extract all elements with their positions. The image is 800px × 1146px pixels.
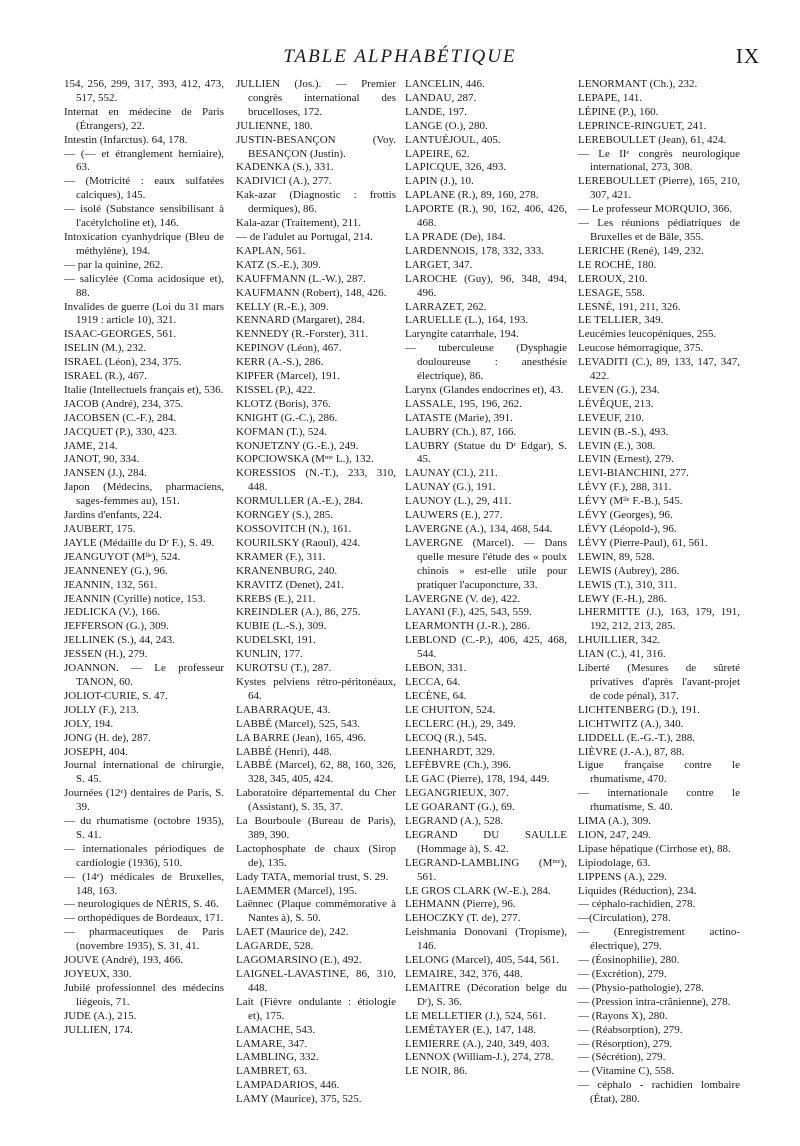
index-entry: Intestin (Infarctus). 64, 178. [64,133,188,146]
index-entry: JEDLICKA (V.), 166. [64,606,161,619]
index-entry: KENNARD (Margaret), 284. [236,314,365,327]
index-entry: LENNOX (William-J.), 274, 278. [405,1051,554,1064]
index-entry: LA BARRE (Jean), 165, 496. [236,731,366,744]
index-entry: LEGRAND-LAMBLING (Mᵐᵉ), 561. [405,856,567,883]
index-entry: Liquides (Réduction), 234. [578,884,697,897]
index-entry: — (Réabsorption), 279. [578,1023,683,1036]
index-entry: LAPIN (J.), 10. [405,175,474,188]
index-entry: LAMBRET, 63. [236,1065,307,1078]
index-entry: JULLIEN, 174. [64,1023,133,1036]
index-entry: Internat en médecine de Paris (Étrangers), 22. [64,105,224,132]
index-entry: LEMAIRE, 342, 376, 448. [405,968,523,980]
index-entry: ISRAEL (Léon), 234, 375. [64,356,182,369]
index-entry: LÉVÊQUE, 213. [578,397,654,410]
index-entry: LATASTE (Marie), 391. [405,411,513,424]
index-entry: LEGRAND (A.), 528. [405,815,504,828]
index-entry: KAUFFMANN (L.-W.), 287. [236,272,366,285]
index-entry: KOFMAN (T.), 524. [236,425,328,438]
index-entry: LEVIN (Ernest), 279. [578,453,674,466]
index-entry: ISRAEL (R.), 467. [64,370,148,383]
index-entry: JONG (H. de), 287. [64,731,151,744]
index-entry: JAUBERT, 175. [64,523,136,535]
index-entry: LAGARDE, 528. [236,940,314,953]
index-entry: LARGET, 347. [405,258,473,271]
index-entry: LEREBOULLET (Jean), 61, 424. [578,133,727,146]
index-entry: LEVADITI (C.), 89, 133, 147, 347, 422. [578,356,740,383]
index-entry: — par la quinine, 262. [64,258,163,271]
index-entry: LAMY (Maurice), 375, 525. [236,1093,362,1106]
index-entry: KORMULLER (A.-E.), 284. [236,495,364,508]
index-entry: LEREBOULLET (Pierre), 165, 210, 307, 421. [578,175,740,202]
index-entry: JOSEPH, 404. [64,745,128,758]
index-entry: LE NOIR, 86. [405,1065,468,1078]
index-entry: LE CHUITON, 524. [405,703,496,716]
index-entry: Laryngite catarrhale, 194. [405,328,519,341]
index-entry: LABARRAQUE, 43. [236,703,331,716]
index-entry: JUSTIN-BESANÇON (Voy. BESANÇON (Justin). [236,133,396,160]
index-entry: LASSALE, 195, 196, 262. [405,397,523,410]
index-entry: LICHTENBERG (D.), 191. [578,703,700,716]
index-entry: JEANGUYOT (Mˡˡᵉ), 524. [64,550,181,563]
index-entry: JEANNIN (Cyrille) notice, 153. [64,592,206,605]
index-entry: LEWIS (T.), 310, 311. [578,578,677,591]
index-entry: Journal international de chirurgie, S. 45. [64,759,224,786]
index-entry: LAMPADARIOS, 446. [236,1079,340,1092]
index-entry: LÉVY (Léopold-), 96. [578,523,677,535]
index-entry: LANTUÉJOUL, 405. [405,133,501,146]
index-entry: LABBÉ (Marcel), 525, 543. [236,717,361,730]
index-entry: KORNGEY (S.), 285. [236,509,334,522]
index-entry: LE GROS CLARK (W.-E.), 284. [405,884,551,897]
index-entry: JELLINEK (S.), 44, 243. [64,634,175,647]
index-entry: Lipiodolage, 63. [578,856,651,869]
index-entry: LEFÈBVRE (Ch.), 396. [405,759,512,772]
index-entry: LEENHARDT, 329. [405,745,495,758]
index-entry: LAYANI (F.), 425, 543, 559. [405,606,532,619]
index-entry: KRAMER (F.), 311. [236,550,326,563]
index-entry: — pharmaceutiques de Paris (novembre 1935), S. 31, 41. [64,926,224,953]
index-entry: LEROUX, 210. [578,272,648,285]
index-entry: KAPLAN, 561. [236,244,306,257]
index-entry: LEMÉTAYER (E.), 147, 148. [405,1023,537,1036]
index-entry: La Bourboule (Bureau de Paris), 389, 390. [236,815,396,841]
index-entry: — salicylée (Coma acidosique et), 88. [64,272,224,299]
index-entry: Lady TATA, memorial trust, S. 29. [236,870,389,883]
index-entry: LAROCHE (Guy), 96, 348, 494, 496. [405,272,567,299]
index-entry: LAET (Maurice de), 242. [236,926,349,939]
index-entry: —(Circulation), 278. [578,912,671,925]
index-entry: LAUNOY (L.), 29, 411. [405,495,512,508]
index-entry: Leishmania Donovani (Tropisme), 146. [405,926,567,953]
index-entry: LEPRINCE-RINGUET, 241. [578,119,707,132]
index-entry: JULIENNE, 180. [236,119,313,132]
index-entry: — céphalo - rachidien lombaire (État), 280. [578,1079,740,1106]
index-entry: LAUWERS (E.), 277. [405,509,503,522]
index-entry: Liberté (Mesures de sûreté privatives d'après l'avant-projet de code pénal), 317. [578,662,740,702]
index-entry: KERR (A.-S.), 286. [236,356,324,369]
index-entry: LAVERGNE (Marcel). — Dans quelle mesure l'étude des « poulx chinois » est-elle utile pour pratiquer l'acuponcture, 33. [405,536,567,591]
index-entry: LAVERGNE (A.), 134, 468, 544. [405,523,553,535]
index-entry: Larynx (Glandes endocrines et), 43. [405,383,564,396]
index-entry: KUDELSKI, 191. [236,634,316,647]
index-column-4 [578,78,740,1107]
index-entry: — (Résorption), 279. [578,1037,673,1050]
index-entry: LAUBRY (Statue du Dʳ Edgar), S. 45. [405,439,567,466]
index-entry: LECÈNE, 64. [405,689,467,702]
index-entry: Laboratoire départemental du Cher (Assistant), S. 35, 37. [236,787,396,814]
index-entry: — Le professeur MORQUIO, 366. [578,203,732,216]
index-entry: KELLY (R.-E.), 309. [236,300,329,313]
index-entry: LEVIN (E.), 308. [578,439,656,452]
index-entry: LAGOMARSINO (E.), 492. [236,954,362,967]
index-entry: LECLERC (H.), 29, 349. [405,717,516,730]
index-entry: KENNEDY (R.-Forster), 311. [236,328,369,341]
index-column-2 [236,78,396,1107]
index-entry: JOLY, 194. [64,717,114,730]
index-entry: LEHOCZKY (T. de), 277. [405,912,521,925]
index-entry: JOLIOT-CURIE, S. 47. [64,689,168,702]
index-entry: KUNLIN, 177. [236,648,303,661]
index-entry: — du rhumatisme (octobre 1935), S. 41. [64,815,224,841]
index-entry: JOYEUX, 330. [64,968,132,980]
index-entry: LHUILLIER, 342. [578,634,661,647]
index-entry: LANDAU, 287. [405,91,477,104]
index-entry: LEVIN (B.-S.), 493. [578,425,669,438]
index-entry: LANCELIN, 446. [405,78,485,90]
index-entry: LEGANGRIEUX, 307. [405,787,509,800]
index-entry: — tuberculeuse (Dysphagie douloureuse : anesthésie électrique), 86. [405,342,567,383]
index-entry: LANDE, 197. [405,105,468,118]
index-entry: LABBÉ (Henri), 448. [236,745,332,758]
index-entry: LAPLANE (R.), 89, 160, 278. [405,189,539,202]
index-entry: JANSEN (J.), 284. [64,467,147,480]
index-entry: LEMIERRE (A.), 240, 349, 403. [405,1037,550,1050]
index-entry: LAPORTE (R.), 90, 162, 406, 426, 468. [405,203,567,230]
index-entry: Ligue française contre le rhumatisme, 470. [578,759,740,786]
index-entry: — (Sécrétion), 279. [578,1051,666,1064]
index-entry: KREBS (E.), 211. [236,592,316,605]
index-entry: LEVI-BIANCHINI, 277. [578,467,689,480]
index-entry: ISAAC-GEORGES, 561. [64,328,177,341]
index-entry: 154, 256, 299, 317, 393, 412, 473, 517, 552. [64,78,224,104]
index-entry: LE TELLIER, 349. [578,314,664,327]
index-entry: LECOQ (R.), 545. [405,731,487,744]
index-entry: Kystes pelviens rétro-péritonéaux, 64. [236,675,396,702]
index-entry: — (Motricité : eaux sulfatées calciques), 145. [64,175,224,202]
index-entry: Jubilé professionnel des médecins liégeois, 71. [64,981,224,1008]
index-entry: LEHMANN (Pierre), 96. [405,898,516,911]
page-title: TABLE ALPHABÉTIQUE [283,46,517,67]
index-entry: JOANNON. — Le professeur TANON, 60. [64,662,224,688]
index-entry: LÉVY (F.), 288, 311. [578,481,672,494]
index-entry: KUROTSU (T.), 287. [236,662,332,675]
index-entry: LE ROCHÉ, 180. [578,258,657,271]
index-entry: Lactophosphate de chaux (Sirop de), 135. [236,842,396,869]
index-entry: Kala-azar (Traitement), 211. [236,217,362,230]
index-entry: Jardins d'enfants, 224. [64,509,162,522]
index-entry: — orthopédiques de Bordeaux, 171. [64,912,224,925]
index-entry: KADENKA (S.), 331. [236,161,334,174]
index-entry: KIPFER (Marcel), 191. [236,370,340,383]
index-entry: LIPPENS (A.), 229. [578,870,667,883]
index-entry: JAYLE (Médaille du Dʳ F.), S. 49. [64,536,215,549]
index-entry: — internationale contre le rhumatisme, S. 40. [578,787,740,814]
index-entry: LERICHE (René), 149, 232. [578,244,704,257]
index-entry: LARUELLE (L.), 164, 193. [405,314,529,327]
index-entry: LABBÉ (Marcel), 62, 88, 160, 326, 328, 345, 405, 424. [236,759,396,786]
index-entry: LE GAC (Pierre), 178, 194, 449. [405,773,550,786]
index-entry: LESNÉ, 191, 211, 326. [578,300,681,313]
index-entry: — (Pression intra-crânienne), 278. [578,995,731,1008]
page-number: IX [735,44,760,68]
index-entry: JEFFERSON (G.), 309. [64,620,169,633]
index-entry: KLOTZ (Boris), 376. [236,397,331,410]
index-entry: KOSSOVITCH (N.), 161. [236,523,352,535]
index-entry: JUDE (A.), 215. [64,1009,137,1022]
index-entry: — (14ᵉ) médicales de Bruxelles, 148, 163. [64,870,224,897]
index-entry: KORESSIOS (N.-T.), 233, 310, 448. [236,467,396,494]
index-entry: LARDENNOIS, 178, 332, 333. [405,244,545,257]
index-entry: LEVEN (G.), 234. [578,383,660,396]
index-entry: LAUNAY (G.), 191. [405,481,496,494]
index-entry: KAUFMANN (Robert), 148, 426. [236,286,387,299]
index-column-3 [405,78,567,1079]
index-entry: — de l'adulet au Portugal, 214. [236,230,373,243]
index-entry: Kak-azar (Diagnostic : frottis dermiques), 86. [236,189,396,216]
index-entry: LIMA (A.), 309. [578,815,652,828]
index-entry: Leucose hémorragique, 375. [578,342,704,355]
index-entry: — (Rayons X), 280. [578,1009,668,1022]
index-entry: KUBIE (L.-S.), 309. [236,620,327,633]
index-entry: LEVEUF, 210. [578,411,645,424]
index-entry: — Les réunions pédiatriques de Bruxelles et de Bâle, 355. [578,217,740,243]
index-entry: JULLIEN (Jos.). — Premier congrès international des brucelloses, 172. [236,78,396,118]
index-entry: LAUBRY (Ch.), 87, 166. [405,425,517,438]
index-entry: — (Physio-pathologie), 278. [578,981,704,994]
index-entry: LAUNAY (Cl.), 211. [405,467,498,480]
index-entry: LÉVY (Pierre-Paul), 61, 561. [578,536,708,549]
index-entry: KREINDLER (A.), 86, 275. [236,606,361,619]
index-entry: LION, 247, 249. [578,828,652,841]
index-entry: — céphalo-rachidien, 278. [578,898,696,911]
index-entry: Invalides de guerre (Loi du 31 mars 1919 : article 10), 321. [64,300,224,327]
index-entry: Intoxication cyanhydrique (Bleu de méthylène), 194. [64,230,224,257]
index-entry: LEPAPE, 141. [578,91,643,104]
index-entry: Japon (Médecins, pharmaciens, sages-femmes au), 151. [64,481,224,508]
index-entry: JACQUET (P.), 330, 423. [64,425,178,438]
page-header [0,0,800,70]
index-entry: LA PRADE (De), 184. [405,230,506,243]
index-entry: JOLLY (F.), 213. [64,703,139,716]
index-entry: KONJETZNY (G.-E.), 249. [236,439,359,452]
index-entry: — internationales périodiques de cardiologie (1936), 510. [64,842,224,869]
index-entry: LÉVY (Mˡˡᵉ F.-B.), 545. [578,495,683,508]
index-entry: JACOBSEN (C.-F.), 284. [64,411,177,424]
index-entry: LE GOARANT (G.), 69. [405,801,515,814]
index-entry: LAEMMER (Marcel), 195. [236,884,357,897]
index-entry: LAMBLING, 332. [236,1051,319,1064]
index-entry: KEPINOV (Léon), 467. [236,342,342,355]
index-entry: Lipase hépatique (Cirrhose et), 88. [578,842,731,855]
index-entry: LEMAITRE (Décoration belge du Dʳ), S. 36. [405,981,567,1008]
index-entry: LÉPINE (P.), 160. [578,105,659,118]
index-entry: LAPICQUE, 326, 493. [405,161,507,174]
index-entry: — (Éosinophilie), 280. [578,954,680,967]
index-entry: Journées (12ᵉ) dentaires de Paris, S. 39. [64,787,224,814]
index-entry: LAPEIRE, 62. [405,147,470,160]
index-entry: LECCA, 64. [405,675,461,688]
index-entry: LANGE (O.), 280. [405,119,488,132]
index-entry: KNIGHT (G.-C.), 286. [236,411,338,424]
index-entry: KISSEL (P.), 422. [236,383,316,396]
index-entry: JAME, 214. [64,439,118,452]
index-entry: LAMARE, 347. [236,1037,308,1050]
index-entry: LE MELLETIER (J.), 524, 561. [405,1009,547,1022]
index-entry: JANOT, 90, 334. [64,453,140,466]
index-entry: LIAN (C.), 41, 316. [578,648,666,661]
index-entry: KADIVICI (A.), 277. [236,175,332,188]
index-entry: — neurologiques de NÉRIS, S. 46. [64,898,219,911]
index-entry: LAMACHE, 543. [236,1023,316,1036]
index-entry: — (Vitamine C), 558. [578,1065,675,1078]
index-entry: LEGRAND DU SAULLE (Hommage à), S. 42. [405,828,567,855]
index-entry: LIÈVRE (J.-A.), 87, 88. [578,745,685,758]
index-entry: LESAGE, 558. [578,286,645,299]
index-entry: LHERMITTE (J.), 163, 179, 191, 192, 212, 213, 285. [578,606,740,633]
index-entry: LÉVY (Georges), 96. [578,509,673,522]
index-column-1 [64,78,224,1038]
index-entry: — Le IIᵉ congrès neurologique international, 273, 308. [578,147,740,174]
index-entry: KOURILSKY (Raoul), 424. [236,536,361,549]
index-entry: JEANNENEY (G.), 96. [64,564,168,577]
index-entry: ISELIN (M.), 232. [64,342,147,355]
index-entry: KOPCIOWSKA (Mᵐᵉ L.), 132. [236,453,374,466]
index-entry: JESSEN (H.), 279. [64,648,148,661]
index-entry: LEBON, 331. [405,662,467,675]
index-entry: LAVERGNE (V. de), 422. [405,592,521,605]
index-entry: KRANENBURG, 240. [236,564,338,577]
index-entry: LELONG (Marcel), 405, 544, 561. [405,954,559,967]
index-entry: LEWY (F.-H.), 286. [578,592,667,605]
index-entry: — (Enregistrement actino-électrique), 279. [578,926,740,953]
index-entry: LIDDELL (E.-G.-T.), 288. [578,731,695,744]
index-entry: LEARMONTH (J.-R.), 286. [405,620,530,633]
index-entry: LICHTWITZ (A.), 340. [578,717,684,730]
index-entry: LARRAZET, 262. [405,300,487,313]
index-entry: LENORMANT (Ch.), 232. [578,78,698,90]
index-entry: LEWIS (Aubrey), 286. [578,564,680,577]
index-entry: Leucémies leucopéniques, 255. [578,328,717,341]
index-entry: KRAVITZ (Denet), 241. [236,578,344,591]
index-entry: — (— et étranglement herniaire), 63. [64,147,224,174]
index-entry: — isolé (Substance sensibilisant à l'acétylcholine et), 146. [64,203,224,230]
index-entry: KATZ (S.-E.), 309. [236,258,321,271]
index-entry: Italie (Intellectuels français et), 536. [64,383,224,396]
index-entry: JACOB (André), 234, 375. [64,397,184,410]
index-entry: Laënnec (Plaque commémorative à Nantes à), S. 50. [236,898,396,925]
index-entry: JEANNIN, 132, 561. [64,578,158,591]
index-entry: LEBLOND (C.-P.), 406, 425, 468, 544. [405,634,567,661]
index-entry: LAIGNEL-LAVASTINE, 86, 310, 448. [236,968,396,994]
index-entry: LEWIN, 89, 528. [578,550,655,563]
index-entry: JOUVE (André), 193, 466. [64,954,184,967]
index-entry: — (Excrétion), 279. [578,968,667,980]
index-entry: Lait (Fièvre ondulante : étiologie et), 175. [236,995,396,1022]
